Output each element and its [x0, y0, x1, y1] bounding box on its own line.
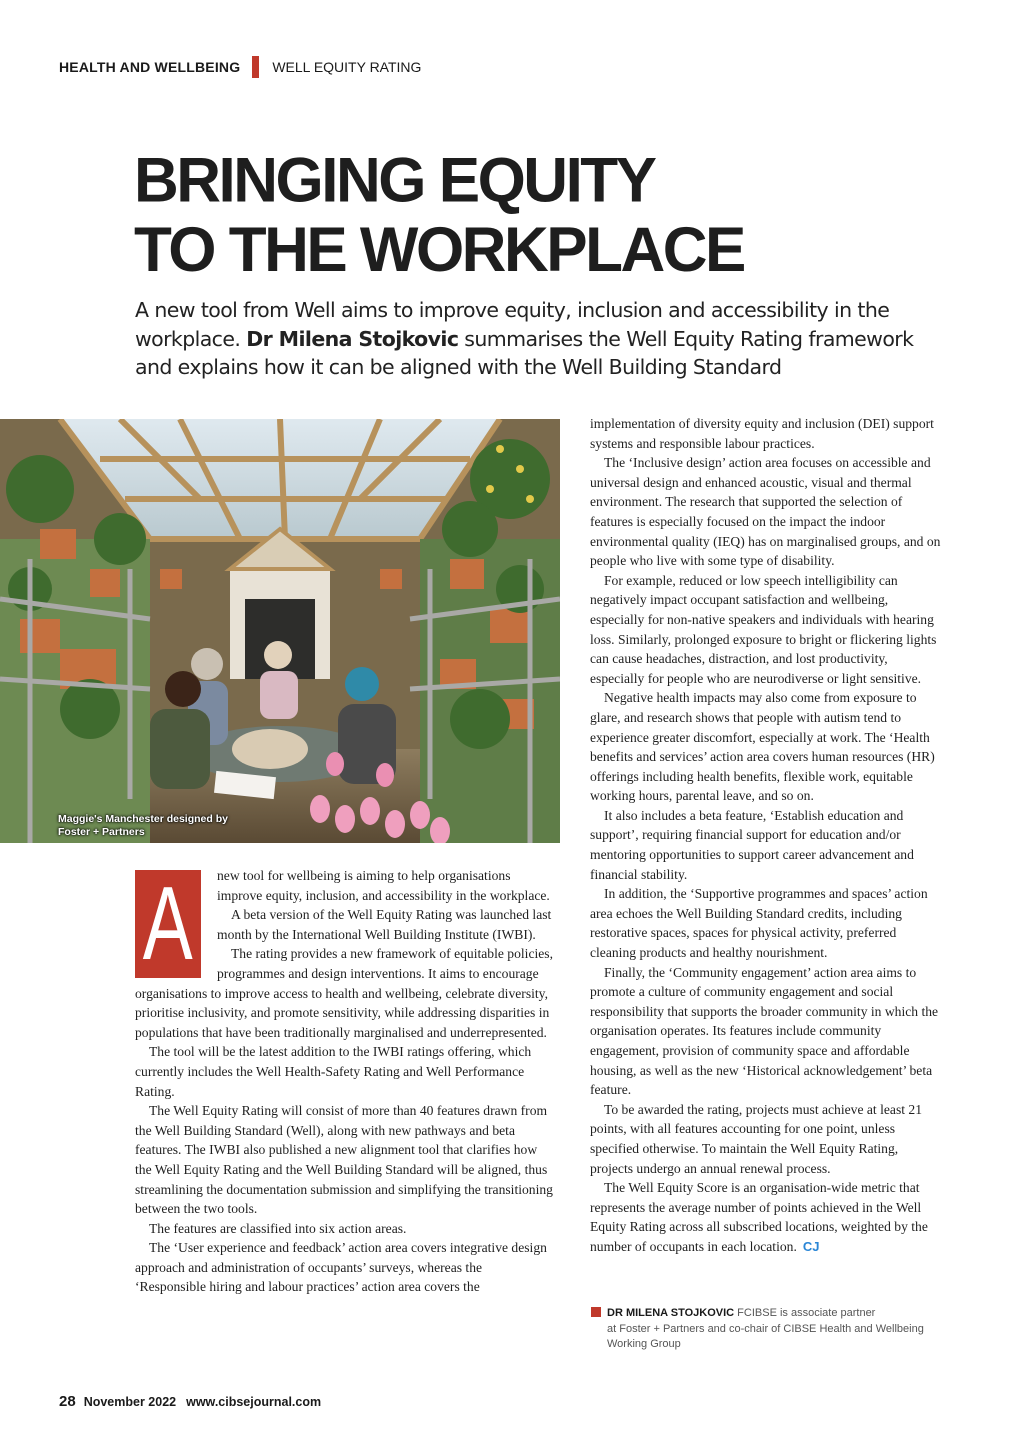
final-paragraph-text: The Well Equity Score is an organisation-wide metric that represents the average number of points achieved in the Well Equity Rating across all subscribed locations, weighted by the number of occupants in each location.	[590, 1180, 928, 1254]
section-subtitle: WELL EQUITY RATING	[272, 59, 422, 75]
standfirst	[135, 296, 935, 382]
standfirst-summary: summarises the Well Equity Rating framework and explains how it can be aligned with the Well Building Standard	[135, 326, 914, 379]
body-paragraph: In addition, the ‘Supportive programmes and spaces’ action area echoes the Well Building Standard credits, including restorative spaces, spaces for physical activity, preferred cleaning products and healthy nourishment.	[590, 886, 928, 961]
author-bio	[591, 1306, 931, 1353]
headline-line-2: TO THE WORKPLACE	[134, 214, 744, 286]
bio-author-name: DR MILENA STOJKOVIC	[607, 1307, 735, 1319]
body-paragraph: The ‘User experience and feedback’ action area covers integrative design approach and administration of occupants’ surveys, whereas the ‘Responsible hiring and labour practices’ action area covers the	[135, 1240, 547, 1295]
body-paragraph: Negative health impacts may also come from exposure to glare, and research shows that people with autism tend to experience greater discomfort, especially at work. The ‘Health benefits and services’ action area covers human resources (HR) offerings including health benefits, flexible work, equitable working hours, parental leave, and so on.	[590, 690, 935, 804]
standfirst-author: Dr Milena Stojkovic	[246, 326, 459, 351]
final-paragraph	[590, 1178, 944, 1256]
bio-marker-icon	[591, 1307, 601, 1317]
body-paragraph: The tool will be the latest addition to the IWBI ratings offering, which currently includes the Well Health-Safety Rating and Well Performance Rating.	[135, 1044, 532, 1099]
bio-credentials: FCIBSE is associate partner	[734, 1307, 876, 1319]
lead-paragraph: new tool for wellbeing is aiming to help organisations improve equity, inclusion, and accessibility in the workplace.	[217, 868, 550, 903]
page-number: 28	[59, 1393, 76, 1410]
body-paragraph: A beta version of the Well Equity Rating was launched last month by the International Well Building Institute (IWBI).	[217, 907, 552, 942]
dropcap-box	[135, 866, 201, 982]
section-header	[59, 57, 421, 77]
body-paragraph: The features are classified into six action areas.	[149, 1220, 407, 1236]
body-paragraph: The Well Equity Rating will consist of more than 40 features drawn from the Well Building Standard (Well), along with new pathways and beta features. The IWBI also published a new alignment tool that clarifies how the Well Equity Rating and the Well Building Standard will be aligned, thus streamlining the documentation submission and simplifying the transitioning between the two tools.	[135, 1103, 553, 1217]
page-footer	[59, 1393, 321, 1410]
standfirst-intro: A new tool from Well aims to improve equity, inclusion and accessibility in the workplace.	[135, 298, 890, 351]
end-mark: CJ	[802, 1238, 820, 1254]
headline	[134, 147, 744, 286]
issue-date: November 2022	[83, 1395, 177, 1409]
body-paragraph: It also includes a beta feature, ‘Establish education and support’, requiring financial support for education and/or mentoring opportunities to support career advancement and financial stability.	[590, 807, 914, 882]
body-paragraph: The ‘Inclusive design’ action area focuses on accessible and universal design and enhanced acoustic, visual and thermal environment. The research that supported the selection of features is especially focused on the impact the indoor environmental quality (IEQ) has on marginalised groups, and on people who live with some type of disability.	[590, 455, 941, 569]
article-column-left	[135, 866, 553, 1297]
website-url: www.cibsejournal.com	[186, 1395, 322, 1409]
article-column-right	[590, 414, 944, 1257]
body-paragraph: To be awarded the rating, projects must achieve at least 21 points, with all features accounting for one point, unless specified otherwise. To maintain the Well Equity Rating, projects undergo an annual renewal process.	[590, 1101, 923, 1176]
section-divider-bar	[252, 56, 259, 78]
photo-caption: Maggie's Manchester designed by Foster + Partners	[58, 813, 228, 838]
greenhouse-illustration	[0, 419, 560, 843]
body-paragraph: The rating provides a new framework of equitable policies, programmes and design interventions. It aims to encourage organisations to improve access to health and wellbeing, celebrate diversity, prioritise inclusivity, and promote sensitivity, while addressing disparities in populations that have been traditionally marginalised and underrepresented.	[135, 946, 553, 1040]
bio-affiliation: at Foster + Partners and co-chair of CIBSE Health and Wellbeing Working Group	[607, 1322, 924, 1350]
body-paragraph: Finally, the ‘Community engagement’ action area aims to promote a culture of community engagement and social responsibility that supports the broader community in which the organisation operates. Its features include community engagement, provision of community space and affordable housing, as well as the new ‘Historical acknowledgement’ beta feature.	[590, 964, 939, 1098]
section-title: HEALTH AND WELLBEING	[59, 59, 241, 75]
headline-line-1: BRINGING EQUITY	[134, 145, 655, 216]
dropcap-letter: A	[143, 866, 193, 982]
article-photo	[0, 419, 560, 843]
body-paragraph-continued: implementation of diversity equity and inclusion (DEI) support systems and responsible labour practices.	[590, 416, 934, 451]
body-paragraph: For example, reduced or low speech intelligibility can negatively impact occupant satisfaction and wellbeing, especially for non-native speakers and individuals with hearing loss. Similarly, prolonged exposure to bright or flickering lights can cause headaches, distraction, and lost productivity, especially for people who are neurodiverse or light sensitive.	[590, 572, 937, 686]
